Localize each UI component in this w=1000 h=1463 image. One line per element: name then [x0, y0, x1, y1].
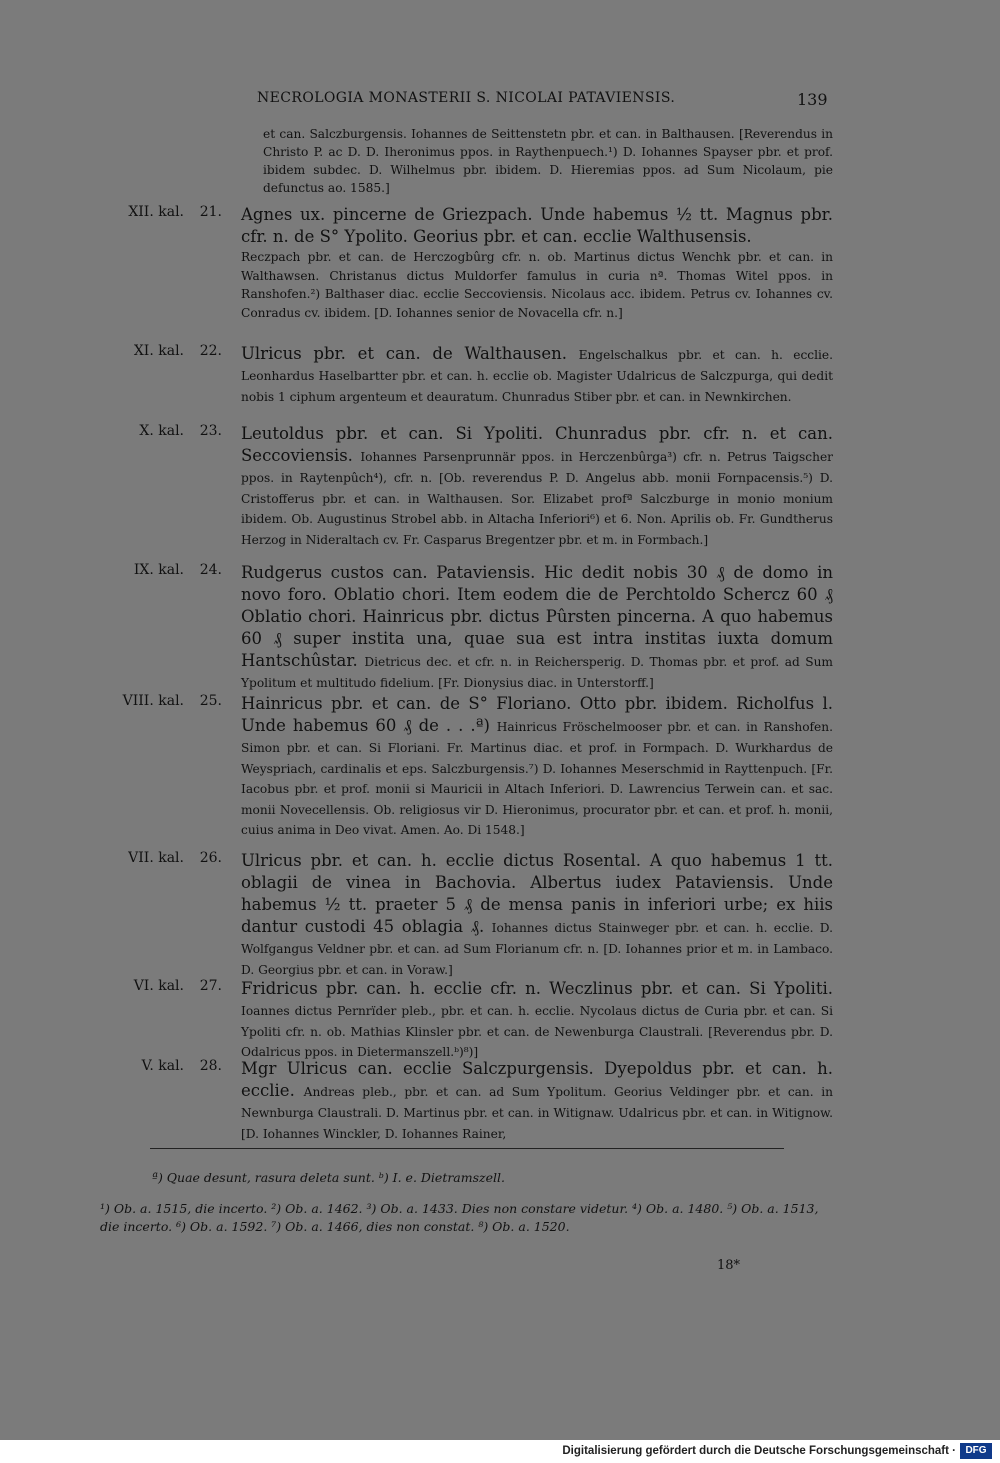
- entry-kalends: XI. kal.: [133, 343, 184, 359]
- entry-kalends: XII. kal.: [128, 204, 184, 220]
- entry-day: 25.: [199, 693, 222, 709]
- entry-notes: Reczpach pbr. et can. de Herczogbûrg cfr. n. ob. Martinus dictus Wenchk pbr. et can. in Walthawsen. Christanus dictus Muldorfer famulus in curia nª. Thomas Witel ppos. in Ranshofen.²) Balthaser diac. ecclie Seccoviensis. Nicolaus acc. ibidem. Petrus cv. Iohannes cv. Conradus cv. ibidem. [D. Iohannes senior de Novacella cfr. n.]: [241, 250, 833, 320]
- page-number: 139: [797, 90, 828, 109]
- entry-day: 24.: [199, 562, 222, 578]
- digitization-footer: [0, 1440, 1000, 1463]
- footnote-divider: [150, 1148, 784, 1149]
- entry-kalends: IX. kal.: [133, 562, 184, 578]
- entry-notes: Iohannes dictus Stainweger pbr. et can. h. ecclie. D. Wolfgangus Veldner pbr. et can. ad Sum Florianum cfr. n. [D. Iohannes prior et m. in Lambaco. D. Georgius pbr. et can. in Voraw.]: [241, 921, 833, 977]
- entry-main-text: Fridricus pbr. can. h. ecclie cfr. n. Weczlinus pbr. et can. Si Ypoliti.: [241, 979, 833, 998]
- entry-main-text: Agnes ux. pincerne de Griezpach. Unde habemus ½ tt. Magnus pbr. cfr. n. de S° Ypolito. Georius pbr. et can. ecclie Walthusensis.: [241, 205, 833, 246]
- entry-day: 21.: [199, 204, 222, 220]
- entry-notes: Hainricus Fröschelmooser pbr. et can. in Ranshofen. Simon pbr. et can. Si Floriani. Fr. Martinus diac. et prof. in Formpach. D. Wurkhardus de Weyspriach, cardinalis et eps. Salczburgensis.⁷) D. Iohannes Meserschmid in Rayttenpuch. [Fr. Iacobus pbr. et prof. monii si Mauricii in Altach Inferiori. D. Lawrencius Terwein can. et sac. monii Novecellensis. Ob. religiosus vir D. Hieronimus, procurator pbr. et can. et prof. h. monii, cuius anima in Deo vivat. Amen. Ao. Di 1548.]: [241, 720, 833, 837]
- entry-notes: Engelschalkus pbr. et can. h. ecclie. Leonhardus Haselbartter pbr. et can. h. ecclie ob. Magister Udalricus de Salczpurga, qui dedit nobis 1 ciphum argenteum et deauratum. Chunradus Stiber pbr. et can. in Newnkirchen.: [241, 348, 834, 404]
- intro-continuation: et can. Salczburgensis. Iohannes de Seittenstetn pbr. et can. in Balthausen. [Reverendus in Christo P. ac D. D. Iheronimus ppos. in Raythenpuech.¹) D. Iohannes Spayser pbr. et prof. ibidem subdec. D. Wilhelmus pbr. ibidem. D. Hieremias ppos. ad Sum Nicolaum, pie defunctus ao. 1585.]: [263, 127, 833, 195]
- entry-kalends: VIII. kal.: [122, 693, 184, 709]
- entry-day: 27.: [199, 978, 222, 994]
- entry-notes: Iohannes Parsenprunnär ppos. in Herczenbûrga³) cfr. n. Petrus Taigscher ppos. in Raytenpûch⁴), cfr. n. [Ob. reverendus P. D. Angelus abb. monii Fornpacensis.⁵) D. Cristofferus pbr. et can. in Walthausen. Sor. Elizabet profª Salczburge in monio monium ibidem. Ob. Augustinus Strobel abb. in Altacha Inferiori⁶) et 6. Non. Aprilis ob. Fr. Gundtherus Herzog in Nideraltach cv. Fr. Casparus Bregentzer pbr. et m. in Formbach.]: [241, 450, 833, 547]
- textual-footnotes: ª) Quae desunt, rasura deleta sunt. ᵇ) I. e. Dietramszell.: [152, 1170, 505, 1185]
- entry-notes: Andreas pleb., pbr. et can. ad Sum Ypolitum. Georius Veldinger pbr. et can. in Newnburga Claustrali. D. Martinus pbr. et can. in Witignaw. Udalricus pbr. et can. in Witignow. [D. Iohannes Winckler, D. Iohannes Rainer,: [241, 1085, 833, 1141]
- entry-main-text: Mgr Ulricus can. ecclie Salczpurgensis. Dyepoldus pbr. et can. h. ecclie.: [241, 1059, 833, 1100]
- entry-notes: Dietricus dec. et cfr. n. in Reichersperig. D. Thomas pbr. et prof. ad Sum Ypolitum et multitudo fidelium. [Fr. Dionysius diac. in Unterstorff.]: [241, 655, 833, 690]
- entry-main-text: Ulricus pbr. et can. de Walthausen.: [241, 344, 567, 363]
- entry-main-text: Leutoldus pbr. et can. Si Ypoliti. Chunradus pbr. cfr. n. et can. Seccoviensis.: [241, 424, 833, 465]
- entry-day: 23.: [199, 423, 222, 439]
- historical-footnotes: ¹) Ob. a. 1515, die incerto. ²) Ob. a. 1462. ³) Ob. a. 1433. Dies non constare videtur. ⁴) Ob. a. 1480. ⁵) Ob. a. 1513, die incerto. ⁶) Ob. a. 1592. ⁷) Ob. a. 1466, dies non constat. ⁸) Ob. a. 1520.: [100, 1201, 819, 1234]
- entry-notes: Ioannes dictus Pernrïder pleb., pbr. et can. h. ecclie. Nycolaus dictus de Curia pbr. et can. Si Ypoliti cfr. n. ob. Mathias Klinsler pbr. et can. de Newenburga Claustrali. [Reverendus pbr. D. Odalricus ppos. in Dietermanszell.ᵇ)⁸)]: [241, 1004, 833, 1059]
- funding-credit: Digitalisierung gefördert durch die Deutsche Forschungsgemeinschaft ·: [562, 1445, 956, 1457]
- entry-kalends: X. kal.: [139, 423, 184, 439]
- entry-main-text: Rudgerus custos can. Pataviensis. Hic dedit nobis 30 ₰ de domo in novo foro. Oblatio chori. Item eodem die de Perchtoldo Schercz 60 ₰ Oblatio chori. Hainricus pbr. dictus Pûrsten pincerna. A quo habemus 60 ₰ super instita una, quae sua est intra institas iuxta domum Hantschûstar.: [241, 563, 833, 670]
- entry-day: 28.: [199, 1058, 222, 1074]
- entry-kalends: V. kal.: [141, 1058, 184, 1074]
- entry-day: 22.: [199, 343, 222, 359]
- entry-main-text: Hainricus pbr. et can. de S° Floriano. Otto pbr. ibidem. Richolfus l. Unde habemus 60 ₰ de . . .ª): [241, 694, 833, 735]
- entry-main-text: Ulricus pbr. et can. h. ecclie dictus Rosental. A quo habemus 1 tt. oblagii de vinea in Bachovia. Albertus iudex Pataviensis. Unde habemus ½ tt. praeter 5 ₰ de mensa panis in inferiori urbe; ex hiis dantur custodi 45 oblagia ₰.: [241, 851, 833, 936]
- entry-day: 26.: [199, 850, 222, 866]
- dfg-logo: DFG: [960, 1443, 992, 1459]
- running-header: [0, 90, 1000, 114]
- sheet-signature: 18*: [717, 1258, 741, 1273]
- entry-kalends: VII. kal.: [128, 850, 184, 866]
- entry-kalends: VI. kal.: [133, 978, 184, 994]
- running-title: NECROLOGIA MONASTERII S. NICOLAI PATAVIENSIS.: [257, 90, 676, 106]
